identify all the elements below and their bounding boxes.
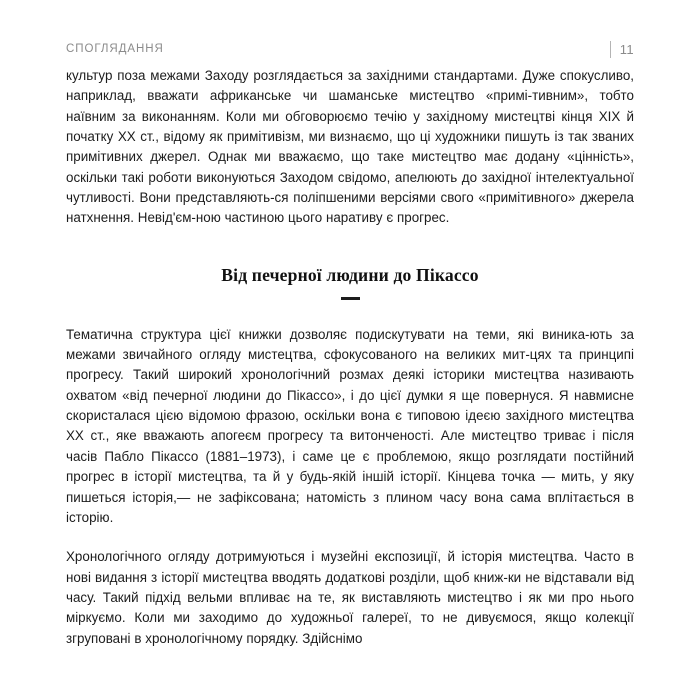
body-paragraph-1: культур поза межами Заходу розглядається за західними стандартами. Дуже спокусливо, наприклад, вважати африканське чи шаманське мистецтво «примі-тивним», тобто наївним за виконанням. Коли ми обговорюємо течію у західному мистецтві кінця XIX й початку XX ст., відому як примітивізм, ми визнаємо, що ці художники пишуть із так званих примітивних джерел. Однак ми вважаємо, що таке мистецтво має додану «цінність», оскільки такі роботи виконуються Заходом свідомо, апелюють до західної інтелектуальної чутливості. Вони представляють-ся поліпшеними версіями свого «примітивного» джерела натхнення. Невід'єм-ною частиною цього наративу є прогрес.	[66, 68, 634, 226]
body-paragraph-2: Тематична структура цієї книжки дозволяє подискутувати на теми, які виника-ють за межами звичайного огляду мистецтва, сфокусованого на великих мит-цях та принципі прогресу. Такий широкий хронологічний розмах деякі історики мистецтва називають охватом «від печерної людини до Пікассо», і до цієї думки я ще повернуся. Я навмисне скористалася цією відомою фразою, оскільки вона є типовою ідеєю західного мистецтва XX ст., яке вважають апогеєм прогресу та витонченості. Але мистецтво триває і після часів Пабло Пікассо (1881–1973), і саме це є проблемою, якщо розглядати постійний прогрес в історії мистецтва, та й у будь-якій іншій історії. Кінцева точка — мить, у яку пишеться історія,— не зафіксована; натомість з плином часу вона сама вплітається в історію.	[66, 326, 634, 525]
folio-divider-rule	[610, 41, 611, 58]
page-number: 11	[619, 41, 634, 57]
running-header	[66, 38, 634, 60]
running-header-title: СПОГЛЯДАННЯ	[66, 43, 164, 55]
running-header-folio-group	[610, 41, 634, 58]
body-paragraph-3: Хронологічного огляду дотримуються і музейні експозиції, й історія мистецтва. Часто в нові видання з історії мистецтва вводять додаткові розділи, щоб книж-ки не відставали від часу. Такий підхід вельми впливає на те, як виставляють мистецтво і як ми про нього міркуємо. Коли ми заходимо до художньої галереї, то не дивуємося, якщо колекції згруповані в хронологічному порядку. Здійснімо	[66, 549, 634, 646]
section-heading-block	[66, 264, 634, 300]
text-column	[66, 66, 634, 649]
heading-dash-ornament	[341, 297, 360, 300]
section-heading-title: Від печерної людини до Пікассо	[221, 264, 479, 285]
